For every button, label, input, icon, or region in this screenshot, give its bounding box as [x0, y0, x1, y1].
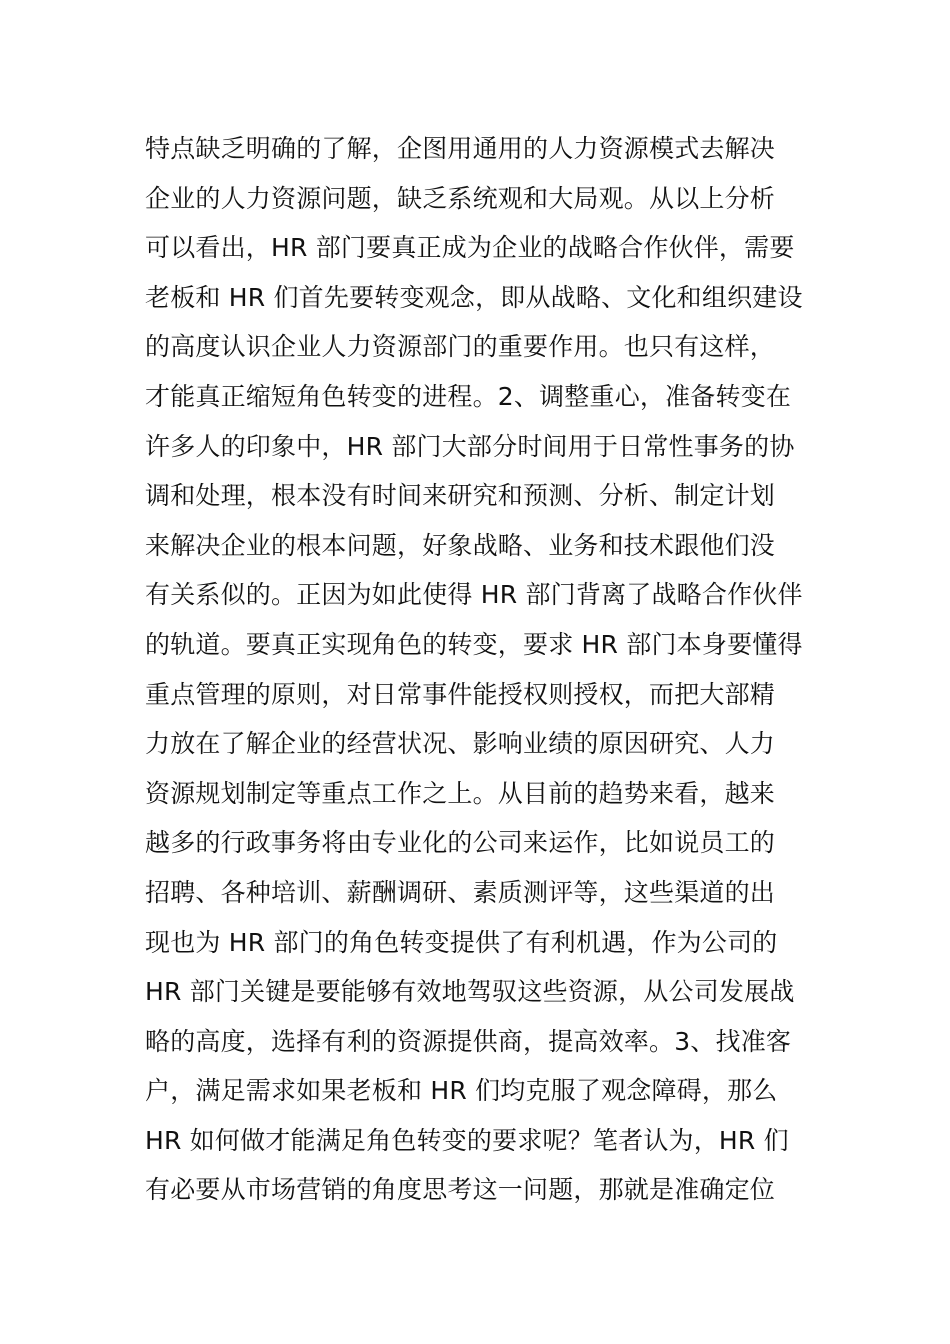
text-line: 企业的人力资源问题，缺乏系统观和大局观。从以上分析 [145, 183, 776, 213]
text-line: 来解决企业的根本问题，好象战略、业务和技术跟他们没 [145, 530, 776, 560]
text-line: 的轨道。要真正实现角色的转变，要求 HR 部门本身要懂得 [145, 629, 803, 659]
text-line: 越多的行政事务将由专业化的公司来运作，比如说员工的 [145, 828, 776, 858]
text-line: 老板和 HR 们首先要转变观念，即从战略、文化和组织建设 [145, 282, 803, 312]
text-line: 招聘、各种培训、薪酬调研、素质测评等，这些渠道的出 [145, 877, 776, 907]
text-line: 调和处理，根本没有时间来研究和预测、分析、制定计划 [145, 481, 776, 511]
text-line: 才能真正缩短角色转变的进程。2、调整重心，准备转变在 [145, 381, 792, 411]
text-line: 略的高度，选择有利的资源提供商，提高效率。3、找准客 [145, 1026, 792, 1056]
text-line: 特点缺乏明确的了解，企图用通用的人力资源模式去解决 [145, 134, 776, 163]
text-line: 的高度认识企业人力资源部门的重要作用。也只有这样， [145, 332, 776, 362]
text-line: 户，满足需求如果老板和 HR 们均克服了观念障碍，那么 [145, 1076, 778, 1106]
text-line: HR 部门关键是要能够有效地驾驭这些资源，从公司发展战 [145, 977, 795, 1007]
text-line: 有关系似的。正因为如此使得 HR 部门背离了战略合作伙伴 [145, 580, 803, 610]
body-text [145, 124, 815, 1215]
text-line: 许多人的印象中，HR 部门大部分时间用于日常性事务的协 [145, 431, 795, 461]
text-line: 力放在了解企业的经营状况、影响业绩的原因研究、人力 [145, 729, 776, 759]
text-line: 重点管理的原则，对日常事件能授权则授权，而把大部精 [145, 679, 776, 709]
text-line: 资源规划制定等重点工作之上。从目前的趋势来看，越来 [145, 778, 776, 808]
text-line: HR 如何做才能满足角色转变的要求呢？笔者认为，HR 们 [145, 1125, 789, 1155]
text-line: 有必要从市场营销的角度思考这一问题，那就是准确定位 [145, 1175, 776, 1205]
text-line: 可以看出，HR 部门要真正成为企业的战略合作伙伴，需要 [145, 233, 795, 263]
text-line: 现也为 HR 部门的角色转变提供了有利机遇，作为公司的 [145, 927, 778, 957]
